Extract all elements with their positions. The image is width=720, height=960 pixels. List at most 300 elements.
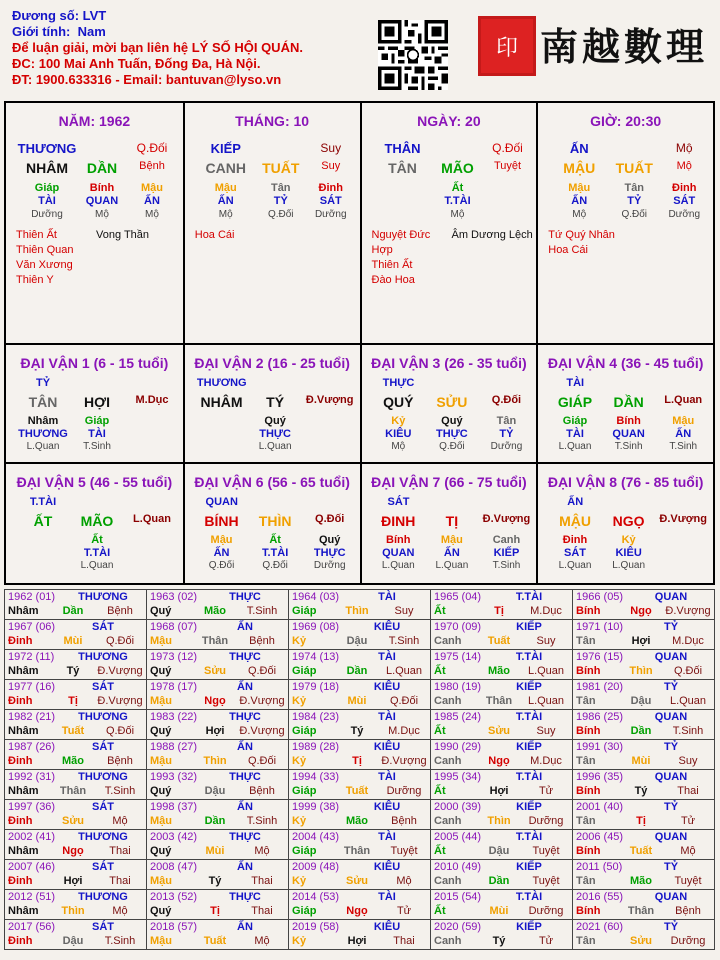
year-life-stage: Bệnh: [249, 785, 275, 797]
year-cell[interactable]: [289, 650, 431, 680]
year-cell[interactable]: [5, 920, 147, 950]
dai-van-hidden-stem: [122, 415, 182, 427]
dai-van-hidden-stem: Kỷ: [621, 534, 636, 546]
dai-van-hidden-life-stage: L.Quan: [258, 441, 292, 452]
year-ten-god: THƯƠNG: [78, 651, 128, 663]
year-label: 2006 (45): [576, 831, 624, 843]
year-cell[interactable]: [5, 860, 147, 890]
year-ten-god: ẤN: [237, 861, 253, 873]
year-cell[interactable]: [5, 740, 147, 770]
year-life-stage: Tuyệt: [674, 875, 702, 887]
hidden-ten-god: ẤN: [217, 195, 234, 207]
year-stem: Đinh: [8, 755, 33, 767]
year-bottom: [5, 664, 146, 678]
year-label: 1972 (11): [8, 651, 55, 663]
year-stem: Canh: [434, 695, 462, 707]
year-life-stage: Mộ: [254, 935, 270, 947]
year-life-stage: Dưỡng: [670, 935, 706, 947]
branch-life-stage: Tuyệt: [493, 160, 522, 172]
year-bottom: [289, 844, 430, 858]
year-cell[interactable]: [431, 590, 573, 620]
dai-van-life-stage: Q.Đối: [315, 513, 345, 525]
cell-line: [362, 513, 537, 529]
year-ten-god: KIẾP: [516, 921, 542, 933]
year-cell[interactable]: [431, 650, 573, 680]
year-bottom: [289, 634, 430, 648]
earthly-branch: MÃO: [441, 160, 474, 176]
year-cell[interactable]: [573, 800, 715, 830]
year-cell[interactable]: [573, 710, 715, 740]
year-life-stage: Q.Đối: [673, 665, 703, 677]
year-life-stage: Đ.Vượng: [665, 605, 711, 617]
year-top: [431, 921, 572, 934]
special-stars: [16, 228, 183, 288]
year-cell[interactable]: [431, 800, 573, 830]
hidden-life-stage: Dưỡng: [668, 209, 701, 220]
year-label: 2000 (39): [434, 801, 482, 813]
year-top: [5, 741, 146, 754]
year-cell[interactable]: [5, 620, 147, 650]
star-name: Đào Hoa: [371, 274, 415, 286]
year-cell[interactable]: [431, 860, 573, 890]
special-stars: [372, 228, 537, 288]
year-cell[interactable]: [431, 830, 573, 860]
year-bottom: [573, 634, 714, 648]
year-cell[interactable]: [289, 830, 431, 860]
year-ten-god: TỶ: [663, 741, 679, 753]
year-cell[interactable]: [431, 770, 573, 800]
year-bottom: [431, 874, 572, 888]
year-bottom: [573, 904, 714, 918]
year-stem: Tân: [576, 935, 596, 947]
year-ten-god: THỰC: [229, 711, 261, 723]
year-stem: Quý: [150, 905, 172, 917]
hidden-stem: Đinh: [318, 182, 343, 194]
year-branch: Hợi: [347, 935, 367, 947]
year-branch: Tuất: [345, 785, 369, 797]
year-branch: Mão: [62, 755, 84, 767]
year-top: [289, 651, 430, 664]
year-life-stage: Q.Đối: [247, 755, 277, 767]
dai-van-title: ĐẠI VẬN 5 (46 - 55 tuổi): [16, 474, 173, 490]
year-top: [289, 861, 430, 874]
year-life-stage: Dưỡng: [528, 905, 564, 917]
dai-van-cell[interactable]: [360, 345, 537, 462]
year-cell[interactable]: [573, 740, 715, 770]
year-bottom: [147, 934, 288, 948]
year-cell[interactable]: [431, 920, 573, 950]
year-cell[interactable]: [573, 620, 715, 650]
hidden-ten-god: TỶ: [627, 195, 642, 207]
dai-van-hidden-life-stage: T.Sinh: [669, 441, 698, 452]
year-cell[interactable]: [289, 680, 431, 710]
year-label: 2001 (40): [576, 801, 624, 813]
year-bottom: [147, 874, 288, 888]
dai-van-hidden-ten-god: [300, 428, 360, 440]
year-bottom: [573, 694, 714, 708]
year-branch: Dậu: [204, 785, 226, 797]
year-life-stage: Suy: [536, 635, 556, 647]
pillar-title: NĂM: 1962: [58, 113, 131, 129]
year-ten-god: TÀI: [378, 891, 396, 903]
year-life-stage: Mộ: [396, 875, 412, 887]
stars-col-b: [96, 228, 149, 243]
dai-van-cell[interactable]: [360, 464, 537, 583]
year-cell[interactable]: [431, 740, 573, 770]
year-bottom: [289, 814, 430, 828]
year-row: [5, 710, 715, 740]
dai-van-stem: NHÂM: [200, 394, 243, 410]
earthly-branch: TUẤT: [262, 160, 300, 176]
year-branch: Dần: [204, 815, 226, 827]
year-cell[interactable]: [573, 590, 715, 620]
year-stem: Tân: [576, 755, 596, 767]
year-cell[interactable]: [5, 800, 147, 830]
year-stem: Mậu: [150, 695, 172, 707]
hidden-ten-god: SÁT: [673, 195, 696, 207]
year-label: 1987 (26): [8, 741, 56, 753]
year-branch: Tuất: [61, 725, 85, 737]
year-stem: Giáp: [292, 905, 317, 917]
year-cell[interactable]: [431, 620, 573, 650]
year-ten-god: T.TÀI: [515, 591, 543, 603]
dai-van-title: ĐẠI VẬN 2 (16 - 25 tuổi): [194, 355, 350, 371]
year-stem: Kỷ: [292, 935, 307, 947]
year-top: [147, 771, 288, 784]
year-branch: Tuất: [203, 935, 227, 947]
year-cell[interactable]: [289, 890, 431, 920]
dai-van-branch: SỬU: [436, 394, 468, 410]
year-stem: Nhâm: [8, 845, 39, 857]
year-cell[interactable]: [431, 680, 573, 710]
year-life-stage: M.Dục: [530, 755, 562, 767]
year-top: [5, 591, 146, 604]
year-stem: Mậu: [150, 935, 172, 947]
dai-van-hidden-ten-god: QUAN: [612, 428, 645, 440]
year-label: 2011 (50): [576, 861, 623, 873]
year-branch: Thìn: [345, 605, 369, 617]
pillar-status: Mộ: [675, 141, 693, 155]
year-branch: Thân: [627, 905, 655, 917]
star-name: Thiên Ất: [16, 229, 57, 241]
year-stem: Bính: [576, 845, 601, 857]
year-ten-god: TỶ: [663, 861, 679, 873]
cell-line: [185, 394, 360, 410]
year-cell[interactable]: [289, 860, 431, 890]
cell-line: [538, 394, 713, 410]
year-cell[interactable]: [431, 710, 573, 740]
year-cell[interactable]: [147, 920, 289, 950]
year-cell[interactable]: [573, 680, 715, 710]
year-bottom: [147, 724, 288, 738]
year-cell[interactable]: [147, 890, 289, 920]
heavenly-stem: NHÂM: [26, 160, 68, 176]
dai-van-hidden-ten-god: [122, 428, 182, 440]
year-life-stage: Thai: [393, 935, 415, 947]
dai-van-hidden-life-stage: Q.Đối: [439, 441, 465, 452]
year-life-stage: Q.Đối: [105, 725, 135, 737]
pillars-row: [6, 103, 713, 343]
year-ten-god: SÁT: [92, 741, 114, 753]
year-ten-god: QUAN: [654, 771, 688, 783]
year-label: 1981 (20): [576, 681, 624, 693]
year-life-stage: Mộ: [254, 845, 270, 857]
year-cell[interactable]: [147, 860, 289, 890]
year-top: [147, 621, 288, 634]
spacer: [259, 141, 303, 156]
year-top: [5, 771, 146, 784]
year-cell[interactable]: [573, 920, 715, 950]
year-cell[interactable]: [147, 740, 289, 770]
cell-line: [6, 534, 183, 546]
year-life-stage: T.Sinh: [246, 815, 278, 827]
year-top: [431, 621, 572, 634]
cell-line: [538, 377, 713, 389]
year-label: 1982 (21): [8, 711, 56, 723]
cell-line: [362, 394, 537, 410]
dai-van-hidden-stem: [193, 415, 251, 427]
year-stem: Kỷ: [292, 695, 307, 707]
dai-van-hidden-life-stage: Q.Đối: [262, 560, 288, 571]
branch-life-stage: Mộ: [676, 160, 692, 172]
year-cell[interactable]: [147, 800, 289, 830]
branch-life-stage: Suy: [321, 160, 341, 172]
year-stem: Đinh: [8, 635, 33, 647]
year-stem: Tân: [576, 815, 596, 827]
dai-van-title: ĐẠI VẬN 6 (56 - 65 tuổi): [194, 474, 350, 490]
year-cell[interactable]: [289, 800, 431, 830]
year-branch: Thìn: [203, 755, 227, 767]
year-branch: Ngọ: [62, 845, 84, 857]
year-life-stage: Mộ: [680, 845, 696, 857]
year-bottom: [289, 934, 430, 948]
year-ten-god: KIẾP: [516, 861, 542, 873]
dai-van-stem: TÂN: [28, 394, 58, 410]
hidden-life-stage: [370, 209, 436, 220]
year-bottom: [5, 604, 146, 618]
dai-van-hidden-stem: [300, 415, 360, 427]
year-cell[interactable]: [147, 680, 289, 710]
year-branch: Hợi: [63, 875, 83, 887]
dai-van-hidden-ten-god: ẤN: [213, 547, 230, 559]
year-life-stage: L.Quan: [385, 665, 423, 677]
hidden-stem: Mậu: [214, 182, 237, 194]
year-cell[interactable]: [289, 620, 431, 650]
owner-name: Đương số: LVT: [12, 8, 107, 23]
pillar-title: GIỜ: 20:30: [590, 113, 662, 129]
year-label: 2012 (51): [8, 891, 56, 903]
year-top: [147, 741, 288, 754]
year-cell[interactable]: [573, 650, 715, 680]
year-cell[interactable]: [5, 590, 147, 620]
year-bottom: [5, 724, 146, 738]
year-label: 2018 (57): [150, 921, 198, 933]
year-cell[interactable]: [147, 590, 289, 620]
dai-van-cell[interactable]: [536, 464, 713, 583]
gender-line: [12, 24, 303, 40]
year-bottom: [431, 634, 572, 648]
year-top: [147, 861, 288, 874]
earthly-branch: DẦN: [86, 160, 118, 176]
dai-van-hidden-life-stage: [193, 441, 251, 452]
dai-van-title: ĐẠI VẬN 1 (6 - 15 tuổi): [20, 355, 169, 371]
year-bottom: [147, 814, 288, 828]
year-stem: Đinh: [8, 695, 33, 707]
dai-van-hidden-ten-god: [653, 547, 713, 559]
year-top: [573, 651, 714, 664]
year-cell[interactable]: [289, 920, 431, 950]
year-cell[interactable]: [147, 710, 289, 740]
year-bottom: [289, 754, 430, 768]
dai-van-life-stage: L.Quan: [664, 394, 703, 406]
year-branch: Mão: [204, 605, 226, 617]
dai-van-branch: TÝ: [266, 394, 285, 410]
dai-van-branch: DẦN: [613, 394, 644, 410]
year-ten-god: SÁT: [92, 801, 114, 813]
year-bottom: [147, 904, 288, 918]
hidden-ten-god: TỶ: [273, 195, 288, 207]
dai-van-hidden-ten-god: T.TÀI: [83, 547, 111, 559]
year-cell[interactable]: [573, 890, 715, 920]
year-life-stage: M.Dục: [672, 635, 704, 647]
dai-van-hidden-ten-god: [122, 547, 182, 559]
stars-col-a: [195, 228, 355, 243]
year-ten-god: QUAN: [654, 711, 688, 723]
year-cell[interactable]: [147, 620, 289, 650]
cell-line: [538, 496, 713, 508]
dai-van-branch: NGỌ: [612, 513, 645, 529]
year-row: [5, 890, 715, 920]
year-stem: Ất: [434, 665, 446, 677]
year-branch: Dần: [62, 605, 84, 617]
year-cell[interactable]: [147, 770, 289, 800]
year-stem: Mậu: [150, 875, 172, 887]
year-stem: Đinh: [8, 935, 33, 947]
dai-van-hidden-life-stage: [122, 441, 182, 452]
pillar-status: Q.Đối: [136, 141, 168, 155]
year-label: 1990 (29): [434, 741, 482, 753]
phone-email-line[interactable]: ĐT: 1900.633316 - Email: bantuvan@lyso.vn: [12, 72, 282, 87]
year-cell[interactable]: [5, 770, 147, 800]
year-ten-god: TỶ: [663, 681, 679, 693]
year-cell[interactable]: [5, 830, 147, 860]
cell-line: [362, 160, 537, 176]
stars-col-a: [372, 228, 452, 288]
year-bottom: [573, 784, 714, 798]
cell-line: [538, 415, 713, 427]
year-label: 2007 (46): [8, 861, 56, 873]
year-label: 2020 (59): [434, 921, 482, 933]
year-cell[interactable]: [289, 770, 431, 800]
year-cell[interactable]: [289, 710, 431, 740]
dai-van-hidden-stem: Kỷ: [391, 415, 406, 427]
year-cell[interactable]: [289, 740, 431, 770]
special-stars: [548, 228, 713, 258]
year-stem: Bính: [576, 785, 601, 797]
year-cell[interactable]: [431, 890, 573, 920]
year-cell[interactable]: [5, 650, 147, 680]
year-bottom: [5, 844, 146, 858]
year-cell[interactable]: [5, 710, 147, 740]
year-cell[interactable]: [573, 830, 715, 860]
year-bottom: [573, 664, 714, 678]
pillar-ten-god: THƯƠNG: [17, 141, 77, 156]
cell-line: [362, 141, 537, 156]
hidden-life-stage: Dưỡng: [314, 209, 347, 220]
year-cell[interactable]: [573, 770, 715, 800]
year-label: 2002 (41): [8, 831, 56, 843]
year-bottom: [289, 874, 430, 888]
year-cell[interactable]: [147, 650, 289, 680]
year-stem: Giáp: [292, 725, 317, 737]
dai-van-cell[interactable]: [6, 345, 183, 462]
year-top: [573, 831, 714, 844]
year-cell[interactable]: [289, 590, 431, 620]
pillar-title: THÁNG: 10: [235, 113, 310, 129]
year-cell[interactable]: [147, 830, 289, 860]
year-row: [5, 830, 715, 860]
dai-van-hidden-stem: Ất: [91, 534, 103, 546]
dai-van-hidden-ten-god: [14, 547, 72, 559]
year-stem: Mậu: [150, 635, 172, 647]
year-top: [431, 711, 572, 724]
year-bottom: [5, 754, 146, 768]
year-row: [5, 620, 715, 650]
hidden-ten-god: QUAN: [85, 195, 119, 207]
year-ten-god: TÀI: [378, 651, 396, 663]
dai-van-cell[interactable]: [6, 464, 183, 583]
pillar-ten-god: THÂN: [384, 141, 421, 156]
cell-line: [362, 415, 537, 427]
dai-van-cell[interactable]: [183, 464, 360, 583]
year-branch: Tuất: [629, 845, 653, 857]
dai-van-cell[interactable]: [183, 345, 360, 462]
year-branch: Mùi: [631, 755, 651, 767]
year-ten-god: QUAN: [654, 891, 688, 903]
year-bottom: [147, 844, 288, 858]
year-bottom: [5, 904, 146, 918]
year-stem: Giáp: [292, 845, 317, 857]
year-stem: Tân: [576, 635, 596, 647]
star-name: Văn Xương: [16, 259, 73, 271]
year-top: [289, 921, 430, 934]
year-label: 1969 (08): [292, 621, 340, 633]
dai-van-hidden-life-stage: L.Quan: [26, 441, 60, 452]
year-label: 2019 (58): [292, 921, 340, 933]
hidden-life-stage: Mộ: [145, 209, 159, 220]
year-cell[interactable]: [573, 860, 715, 890]
year-top: [431, 861, 572, 874]
spacer: [612, 141, 656, 156]
dai-van-cell[interactable]: [536, 345, 713, 462]
cell-line: [362, 195, 537, 207]
year-ten-god: ẤN: [237, 801, 253, 813]
year-bottom: [431, 844, 572, 858]
year-cell[interactable]: [5, 890, 147, 920]
year-branch: Sửu: [203, 665, 227, 677]
hidden-ten-god: [480, 195, 536, 207]
year-stem: Canh: [434, 875, 462, 887]
year-cell[interactable]: [5, 680, 147, 710]
year-branch: Mùi: [489, 905, 509, 917]
year-row: [5, 800, 715, 830]
year-top: [573, 711, 714, 724]
year-ten-god: TÀI: [378, 831, 396, 843]
year-label: 1991 (30): [576, 741, 624, 753]
year-stem: Nhâm: [8, 665, 39, 677]
dai-van-hidden-life-stage: Q.Đối: [208, 560, 235, 571]
cell-line: [362, 560, 537, 571]
